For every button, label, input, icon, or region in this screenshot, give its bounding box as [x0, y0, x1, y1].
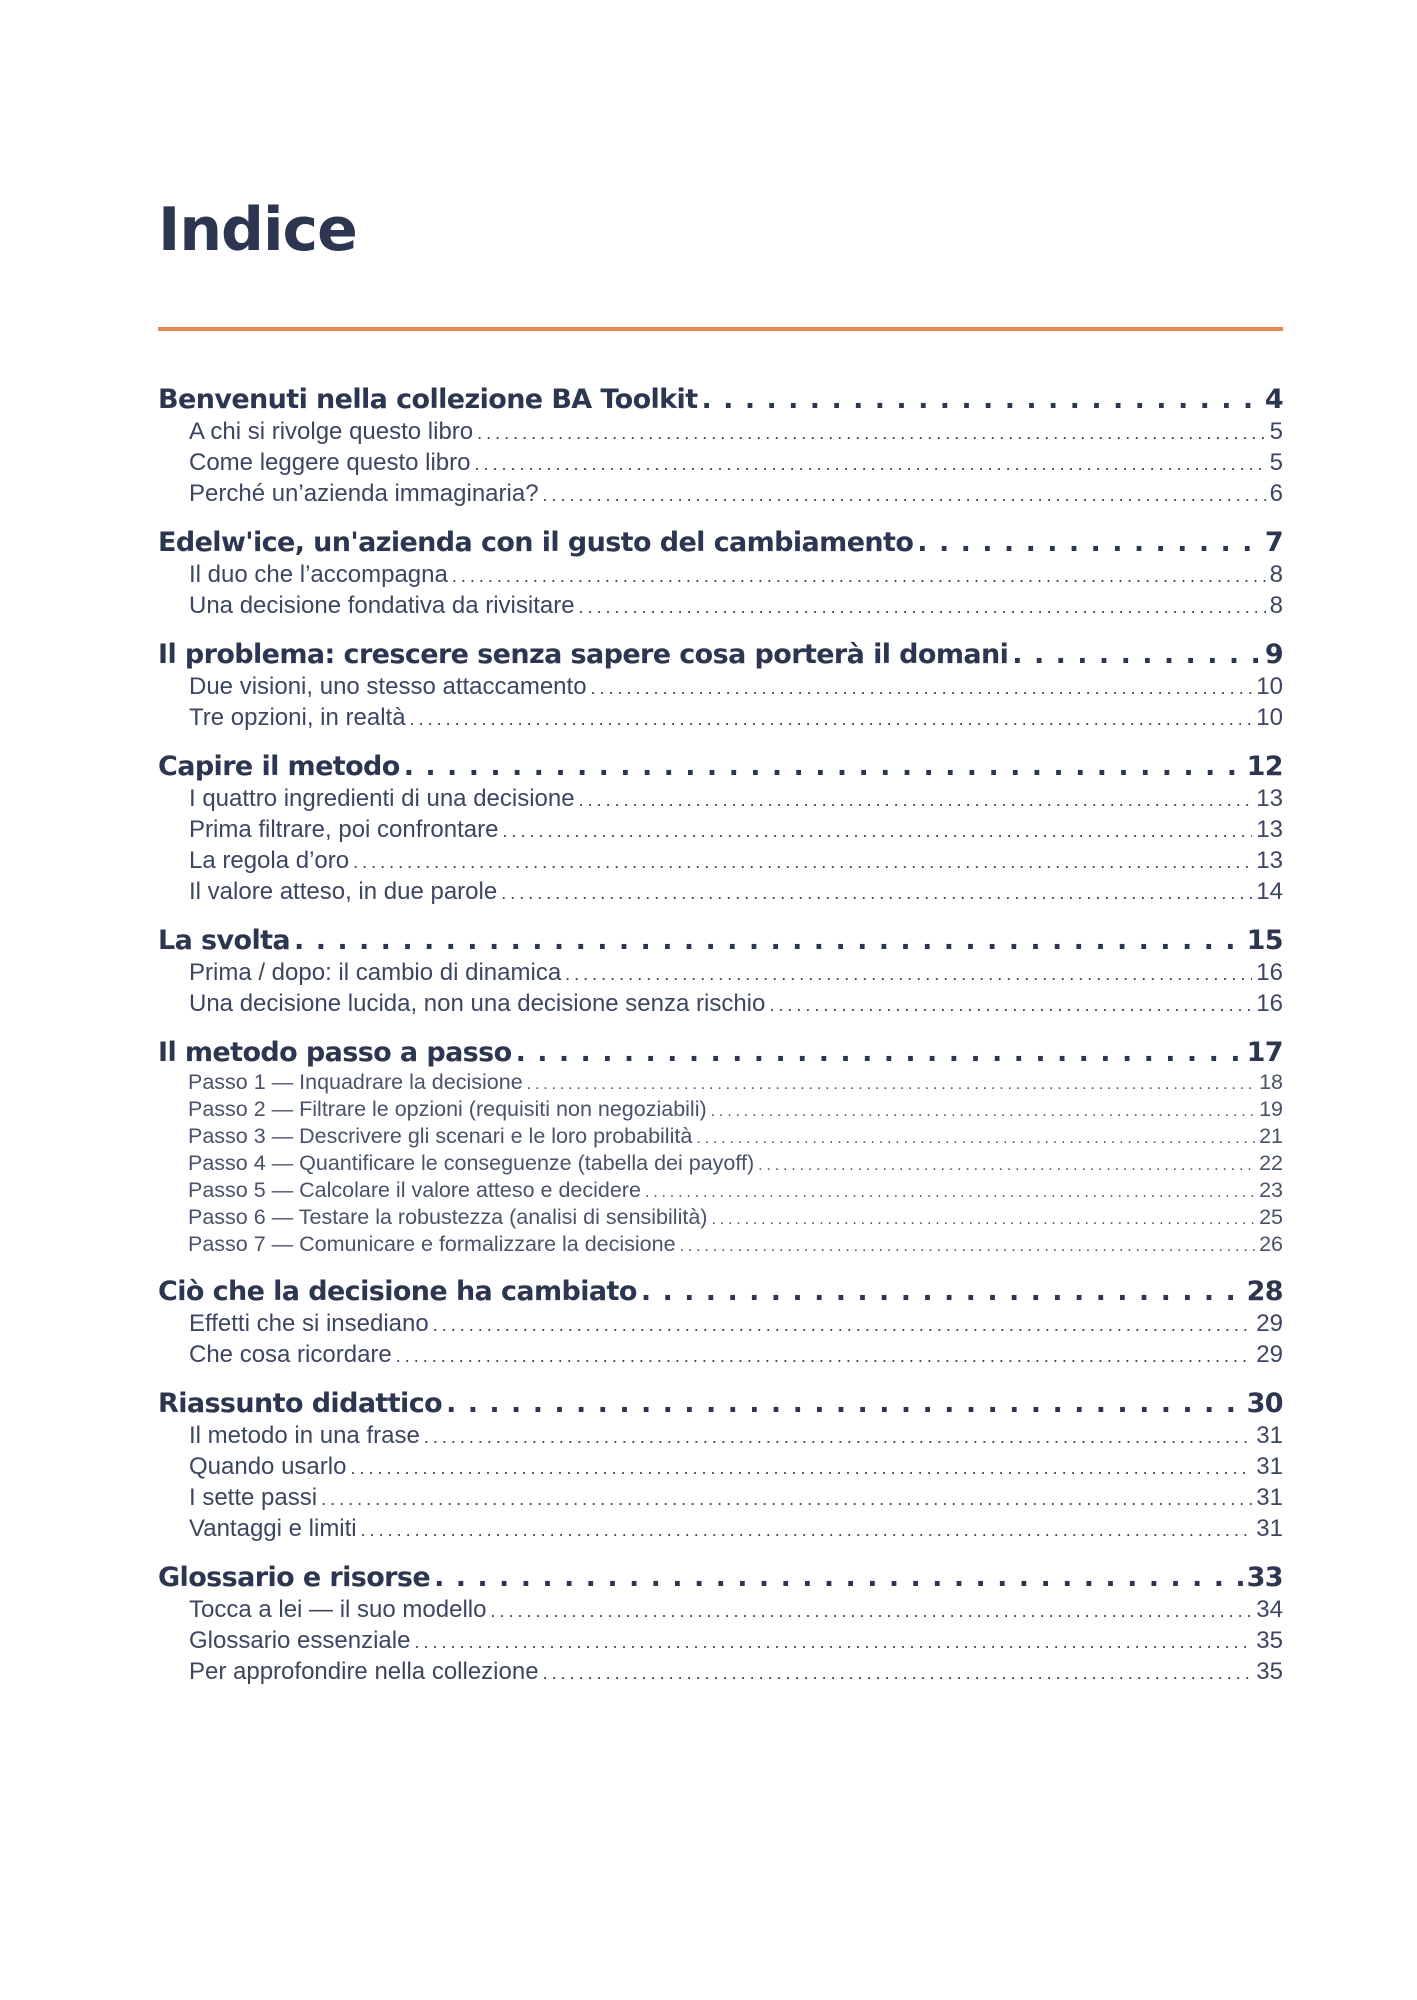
- toc-chapter: [158, 638, 1283, 734]
- toc-section-page: 16: [1256, 959, 1283, 986]
- toc-section-page: 35: [1256, 1658, 1283, 1685]
- toc-dot-leader: [501, 877, 1252, 908]
- toc-chapter-page: 17: [1246, 1037, 1283, 1068]
- toc-dot-leader: [711, 1097, 1255, 1124]
- toc-section-entry[interactable]: [158, 1421, 1283, 1452]
- toc-section-page: 26: [1259, 1232, 1283, 1256]
- toc-section-page: 31: [1256, 1515, 1283, 1542]
- toc-chapter-page: 33: [1246, 1562, 1283, 1593]
- toc-dot-leader: [490, 1595, 1252, 1626]
- toc-chapter: [158, 1036, 1283, 1259]
- toc-section-entry[interactable]: [158, 1483, 1283, 1514]
- toc-section-title: Per approfondire nella collezione: [189, 1658, 539, 1685]
- toc-dot-leader: [702, 383, 1261, 417]
- toc-dot-leader: [477, 417, 1265, 448]
- toc-dot-leader: [711, 1205, 1255, 1232]
- toc-section-title: Una decisione lucida, non una decisione senza rischio: [189, 990, 766, 1017]
- toc-section-entry[interactable]: [158, 672, 1283, 703]
- toc-section-entry[interactable]: [158, 1657, 1283, 1688]
- toc-chapter-title: Benvenuti nella collezione BA Toolkit: [158, 384, 698, 415]
- toc-section-entry[interactable]: [158, 1124, 1283, 1151]
- toc-chapter: [158, 383, 1283, 510]
- toc-dot-leader: [410, 703, 1253, 734]
- toc-dot-leader: [350, 1452, 1252, 1483]
- toc-section-entry[interactable]: [158, 958, 1283, 989]
- toc-section-page: 8: [1269, 561, 1283, 588]
- toc-section-page: 13: [1256, 816, 1283, 843]
- toc-chapter-title: Edelw'ice, un'azienda con il gusto del cambiamento: [158, 527, 914, 558]
- toc-section-page: 8: [1269, 592, 1283, 619]
- title-divider: [158, 327, 1283, 331]
- toc-section-entry[interactable]: [158, 1309, 1283, 1340]
- toc-dot-leader: [404, 750, 1243, 784]
- toc-dot-leader: [502, 815, 1252, 846]
- toc-section-entry[interactable]: [158, 560, 1283, 591]
- toc-section-page: 31: [1256, 1422, 1283, 1449]
- toc-section-page: 5: [1269, 418, 1283, 445]
- toc-section-page: 35: [1256, 1627, 1283, 1654]
- toc-chapter-page: 4: [1264, 384, 1283, 415]
- toc-section-entry[interactable]: [158, 1340, 1283, 1371]
- toc-chapter-title: La svolta: [158, 925, 291, 956]
- toc-chapter-page: 30: [1246, 1388, 1283, 1419]
- toc-section-title: Passo 7 — Comunicare e formalizzare la decisione: [188, 1232, 676, 1256]
- toc-dot-leader: [696, 1124, 1255, 1151]
- toc-dot-leader: [396, 1340, 1253, 1371]
- toc-chapter-entry[interactable]: [158, 383, 1283, 417]
- toc-dot-leader: [446, 1387, 1243, 1421]
- toc-dot-leader: [543, 1657, 1253, 1688]
- toc-section-page: 5: [1269, 449, 1283, 476]
- toc-chapter: [158, 1275, 1283, 1371]
- toc-chapter-title: Capire il metodo: [158, 751, 400, 782]
- toc-section-entry[interactable]: [158, 877, 1283, 908]
- toc-section-page: 13: [1256, 785, 1283, 812]
- toc-section-entry[interactable]: [158, 784, 1283, 815]
- toc-section-title: Prima / dopo: il cambio di dinamica: [189, 959, 562, 986]
- toc-section-title: I sette passi: [189, 1484, 318, 1511]
- toc-section-entry[interactable]: [158, 1626, 1283, 1657]
- toc-dot-leader: [758, 1151, 1255, 1178]
- toc-dot-leader: [591, 672, 1253, 703]
- toc-section-title: Glossario essenziale: [189, 1627, 411, 1654]
- toc-section-title: Tocca a lei — il suo modello: [189, 1596, 487, 1623]
- toc-section-title: Il valore atteso, in due parole: [189, 878, 498, 905]
- toc-section-page: 34: [1256, 1596, 1283, 1623]
- toc-section-entry[interactable]: [158, 989, 1283, 1020]
- toc-section-title: Perché un’azienda immaginaria?: [189, 480, 539, 507]
- toc-chapter: [158, 1561, 1283, 1688]
- toc-dot-leader: [645, 1178, 1255, 1205]
- toc-section-entry[interactable]: [158, 1232, 1283, 1259]
- toc-section-page: 10: [1256, 673, 1283, 700]
- toc-chapter-title: Il metodo passo a passo: [158, 1037, 512, 1068]
- toc-section-page: 10: [1256, 704, 1283, 731]
- toc-section-page: 25: [1259, 1205, 1283, 1229]
- page-title: Indice: [158, 195, 357, 265]
- toc-section-title: Una decisione fondativa da rivisitare: [189, 592, 575, 619]
- toc-chapter: [158, 526, 1283, 622]
- toc-chapter-title: Il problema: crescere senza sapere cosa porterà il domani: [158, 639, 1009, 670]
- toc-section-title: Tre opzioni, in realtà: [189, 704, 406, 731]
- toc-dot-leader: [434, 1561, 1243, 1595]
- toc-section-title: Passo 5 — Calcolare il valore atteso e decidere: [188, 1178, 641, 1202]
- toc-section-page: 23: [1259, 1178, 1283, 1202]
- toc-chapter-title: Glossario e risorse: [158, 1562, 431, 1593]
- toc-chapter-page: 9: [1264, 639, 1283, 670]
- toc-dot-leader: [579, 591, 1266, 622]
- toc-dot-leader: [579, 784, 1253, 815]
- toc-chapter: [158, 750, 1283, 908]
- toc-dot-leader: [353, 846, 1252, 877]
- toc-section-title: Passo 6 — Testare la robustezza (analisi di sensibilità): [188, 1205, 708, 1229]
- toc-section-page: 19: [1259, 1097, 1283, 1121]
- toc-dot-leader: [641, 1275, 1243, 1309]
- toc-chapter-page: 28: [1246, 1276, 1283, 1307]
- toc-dot-leader: [414, 1626, 1252, 1657]
- toc-section-title: Due visioni, uno stesso attaccamento: [189, 673, 587, 700]
- toc-dot-leader: [1012, 638, 1261, 672]
- toc-section-page: 29: [1256, 1341, 1283, 1368]
- toc-section-title: A chi si rivolge questo libro: [189, 418, 474, 445]
- toc-section-entry[interactable]: [158, 703, 1283, 734]
- toc-section-entry[interactable]: [158, 591, 1283, 622]
- toc-section-page: 13: [1256, 847, 1283, 874]
- toc-section-title: Passo 3 — Descrivere gli scenari e le loro probabilità: [188, 1124, 693, 1148]
- toc-chapter: [158, 1387, 1283, 1545]
- toc-chapter: [158, 924, 1283, 1020]
- toc-section-title: Il duo che l’accompagna: [189, 561, 448, 588]
- toc-section-entry[interactable]: [158, 815, 1283, 846]
- toc-section-title: Passo 4 — Quantificare le conseguenze (tabella dei payoff): [188, 1151, 755, 1175]
- toc-section-page: 14: [1256, 878, 1283, 905]
- toc-chapter-entry[interactable]: [158, 1561, 1283, 1595]
- toc-section-page: 6: [1269, 480, 1283, 507]
- toc-section-title: Effetti che si insediano: [189, 1310, 429, 1337]
- toc-dot-leader: [527, 1070, 1255, 1097]
- toc-section-page: 29: [1256, 1310, 1283, 1337]
- toc-section-page: 22: [1259, 1151, 1283, 1175]
- toc-section-title: Come leggere questo libro: [189, 449, 471, 476]
- toc-dot-leader: [452, 560, 1266, 591]
- toc-chapter-entry[interactable]: [158, 638, 1283, 672]
- toc-section-title: Quando usarlo: [189, 1453, 347, 1480]
- toc-dot-leader: [565, 958, 1252, 989]
- toc-chapter-page: 15: [1246, 925, 1283, 956]
- toc-section-title: Che cosa ricordare: [189, 1341, 392, 1368]
- toc-section-entry[interactable]: [158, 417, 1283, 448]
- toc-dot-leader: [321, 1483, 1252, 1514]
- toc-section-page: 16: [1256, 990, 1283, 1017]
- toc-chapter-entry[interactable]: [158, 1275, 1283, 1309]
- toc-section-entry[interactable]: [158, 1452, 1283, 1483]
- toc-dot-leader: [769, 989, 1252, 1020]
- toc-chapter-page: 12: [1246, 751, 1283, 782]
- toc-section-entry[interactable]: [158, 479, 1283, 510]
- toc-dot-leader: [516, 1036, 1243, 1070]
- toc-section-entry[interactable]: [158, 448, 1283, 479]
- toc-section-entry[interactable]: [158, 1151, 1283, 1178]
- toc-chapter-entry[interactable]: [158, 924, 1283, 958]
- toc-section-entry[interactable]: [158, 1178, 1283, 1205]
- toc-chapter-entry[interactable]: [158, 1036, 1283, 1070]
- toc-dot-leader: [680, 1232, 1256, 1259]
- toc-section-title: Passo 2 — Filtrare le opzioni (requisiti non negoziabili): [188, 1097, 707, 1121]
- toc-dot-leader: [361, 1514, 1253, 1545]
- toc-section-page: 21: [1259, 1124, 1283, 1148]
- toc-section-entry[interactable]: [158, 1070, 1283, 1097]
- toc-chapter-entry[interactable]: [158, 1387, 1283, 1421]
- toc-section-title: Prima filtrare, poi confrontare: [189, 816, 499, 843]
- toc-section-title: La regola d’oro: [189, 847, 350, 874]
- toc-dot-leader: [475, 448, 1266, 479]
- toc-section-entry[interactable]: [158, 1514, 1283, 1545]
- toc-dot-leader: [917, 526, 1261, 560]
- table-of-contents: [158, 383, 1283, 1704]
- toc-section-title: Il metodo in una frase: [189, 1422, 420, 1449]
- toc-section-entry[interactable]: [158, 1097, 1283, 1124]
- toc-section-title: I quattro ingredienti di una decisione: [189, 785, 575, 812]
- toc-section-page: 31: [1256, 1484, 1283, 1511]
- toc-chapter-title: Riassunto didattico: [158, 1388, 443, 1419]
- toc-dot-leader: [294, 924, 1243, 958]
- toc-dot-leader: [433, 1309, 1253, 1340]
- toc-section-entry[interactable]: [158, 846, 1283, 877]
- toc-chapter-title: Ciò che la decisione ha cambiato: [158, 1276, 637, 1307]
- toc-dot-leader: [543, 479, 1266, 510]
- toc-chapter-entry[interactable]: [158, 750, 1283, 784]
- toc-chapter-page: 7: [1264, 527, 1283, 558]
- toc-chapter-entry[interactable]: [158, 526, 1283, 560]
- toc-section-page: 31: [1256, 1453, 1283, 1480]
- toc-section-entry[interactable]: [158, 1595, 1283, 1626]
- toc-section-title: Vantaggi e limiti: [189, 1515, 357, 1542]
- toc-section-title: Passo 1 — Inquadrare la decisione: [188, 1070, 523, 1094]
- toc-dot-leader: [424, 1421, 1252, 1452]
- toc-section-entry[interactable]: [158, 1205, 1283, 1232]
- toc-section-page: 18: [1259, 1070, 1283, 1094]
